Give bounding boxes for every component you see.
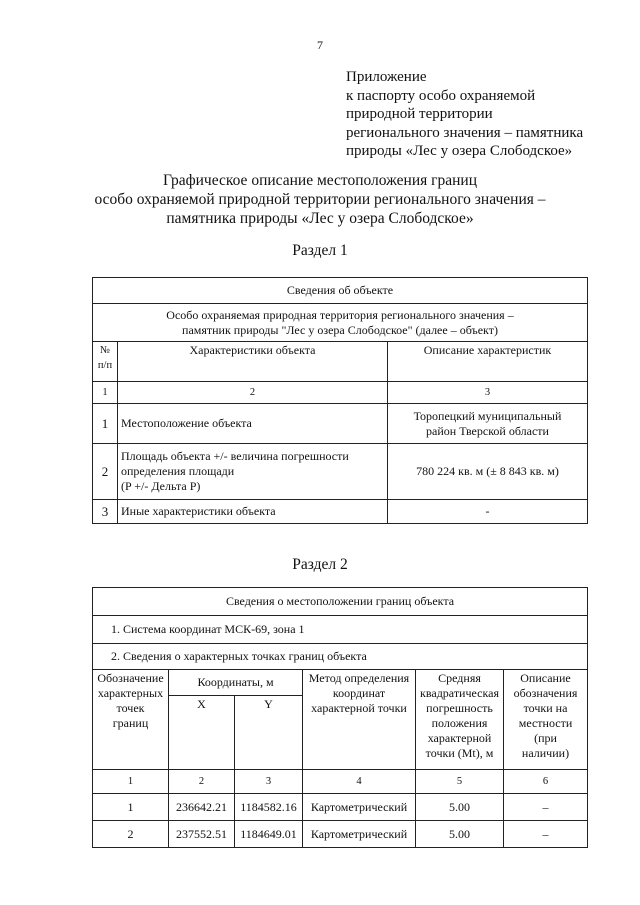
- error-value: 5.00: [416, 794, 504, 821]
- table-row: [93, 444, 588, 500]
- table-row: [93, 500, 588, 524]
- header-mean-error: [416, 670, 504, 770]
- table-row: [93, 821, 588, 848]
- table-title: Сведения о местоположении границ объекта: [93, 588, 588, 616]
- description-line: район Тверской области: [426, 423, 549, 438]
- object-name-line: Особо охраняемая природная территория регионального значения –: [166, 307, 514, 322]
- header-method: [303, 670, 416, 770]
- characteristic-line: Площадь объекта +/- величина погрешности: [121, 449, 349, 463]
- table-row: [93, 794, 588, 821]
- header-coordinates: Координаты, м: [169, 670, 303, 696]
- point-id: 1: [93, 794, 169, 821]
- column-header-characteristic: Характеристики объекта: [118, 342, 388, 382]
- column-number: 3: [388, 382, 588, 404]
- method-value: Картометрический: [303, 794, 416, 821]
- appendix-line: регионального значения – памятника: [346, 124, 584, 141]
- description-cell: -: [388, 500, 588, 524]
- column-number: 6: [504, 770, 588, 794]
- error-value: 5.00: [416, 821, 504, 848]
- characteristic-cell: Иные характеристики объекта: [118, 500, 388, 524]
- header-line: Обозначение: [97, 671, 164, 685]
- appendix-line: Приложение: [346, 69, 427, 85]
- header-line: (при: [534, 731, 557, 745]
- point-id: 2: [93, 821, 169, 848]
- appendix-line: природы «Лес у озера Слободское»: [346, 143, 573, 159]
- section-1-heading: Раздел 1: [292, 242, 348, 259]
- column-header-description: Описание характеристик: [388, 342, 588, 382]
- header-y: Y: [235, 696, 303, 770]
- row-number: 1: [93, 404, 118, 444]
- table-row: [93, 404, 588, 444]
- appendix-line: к паспорту особо охраняемой: [346, 87, 536, 104]
- title-line: памятника природы «Лес у озера Слободское»: [166, 210, 474, 227]
- column-number: 2: [169, 770, 235, 794]
- header-line: точки на: [523, 701, 568, 715]
- header-line: обозначения: [513, 686, 578, 700]
- row-number: 2: [93, 444, 118, 500]
- header-line: точек: [116, 701, 145, 715]
- title-line: особо охраняемой природной территории регионального значения –: [94, 191, 546, 208]
- column-number: 2: [118, 382, 388, 404]
- header-line: характерной: [427, 731, 492, 745]
- header-line: характерных: [97, 686, 164, 700]
- page-number: 7: [317, 38, 323, 52]
- header-line: границ: [112, 716, 149, 730]
- appendix-caption: [346, 68, 583, 161]
- characteristic-line: определения площади: [121, 464, 235, 478]
- description-cell: 780 224 кв. м (± 8 843 кв. м): [388, 444, 588, 500]
- header-line: координат: [332, 686, 386, 700]
- section-2-heading: Раздел 2: [292, 556, 348, 573]
- boundary-points-table: [92, 587, 588, 848]
- table-title: Сведения об объекте: [93, 278, 588, 304]
- point-description: –: [504, 821, 588, 848]
- header-line: характерной точки: [311, 701, 407, 715]
- characteristic-cell: [118, 444, 388, 500]
- header-line: Описание: [520, 671, 571, 685]
- column-number: 4: [303, 770, 416, 794]
- header-line: точки (Mt), м: [425, 746, 494, 760]
- characteristic-line: (P +/- Дельта P): [121, 479, 201, 493]
- header-x: X: [169, 696, 235, 770]
- header-line: погрешность: [426, 701, 493, 715]
- column-number: 3: [235, 770, 303, 794]
- x-value: 236642.21: [169, 794, 235, 821]
- header-line: квадратическая: [420, 686, 499, 700]
- points-info-line: 2. Сведения о характерных точках границ объекта: [93, 644, 588, 670]
- description-line: Торопецкий муниципальный: [413, 408, 562, 423]
- object-name-line: памятник природы "Лес у озера Слободское" (далее – объект): [182, 322, 498, 337]
- appendix-line: природной территории: [346, 106, 493, 122]
- column-header-number: № п/п: [93, 342, 118, 382]
- header-line: Средняя: [438, 671, 481, 685]
- header-point-description: [504, 670, 588, 770]
- y-value: 1184649.01: [235, 821, 303, 848]
- document-title: [0, 171, 640, 228]
- object-info-table: [92, 277, 588, 524]
- header-line: положения: [431, 716, 488, 730]
- method-value: Картометрический: [303, 821, 416, 848]
- column-number: 1: [93, 770, 169, 794]
- characteristic-cell: Местоположение объекта: [118, 404, 388, 444]
- column-number: 5: [416, 770, 504, 794]
- object-name-cell: [93, 304, 588, 342]
- header-point-designation: [93, 670, 169, 770]
- point-description: –: [504, 794, 588, 821]
- header-line: наличии): [521, 746, 570, 760]
- y-value: 1184582.16: [235, 794, 303, 821]
- row-number: 3: [93, 500, 118, 524]
- header-line: местности: [518, 716, 573, 730]
- header-line: Метод определения: [308, 671, 410, 685]
- x-value: 237552.51: [169, 821, 235, 848]
- title-line: Графическое описание местоположения границ: [162, 172, 478, 189]
- column-number: 1: [93, 382, 118, 404]
- coordinate-system-line: 1. Система координат МСК-69, зона 1: [93, 616, 588, 644]
- description-cell: [388, 404, 588, 444]
